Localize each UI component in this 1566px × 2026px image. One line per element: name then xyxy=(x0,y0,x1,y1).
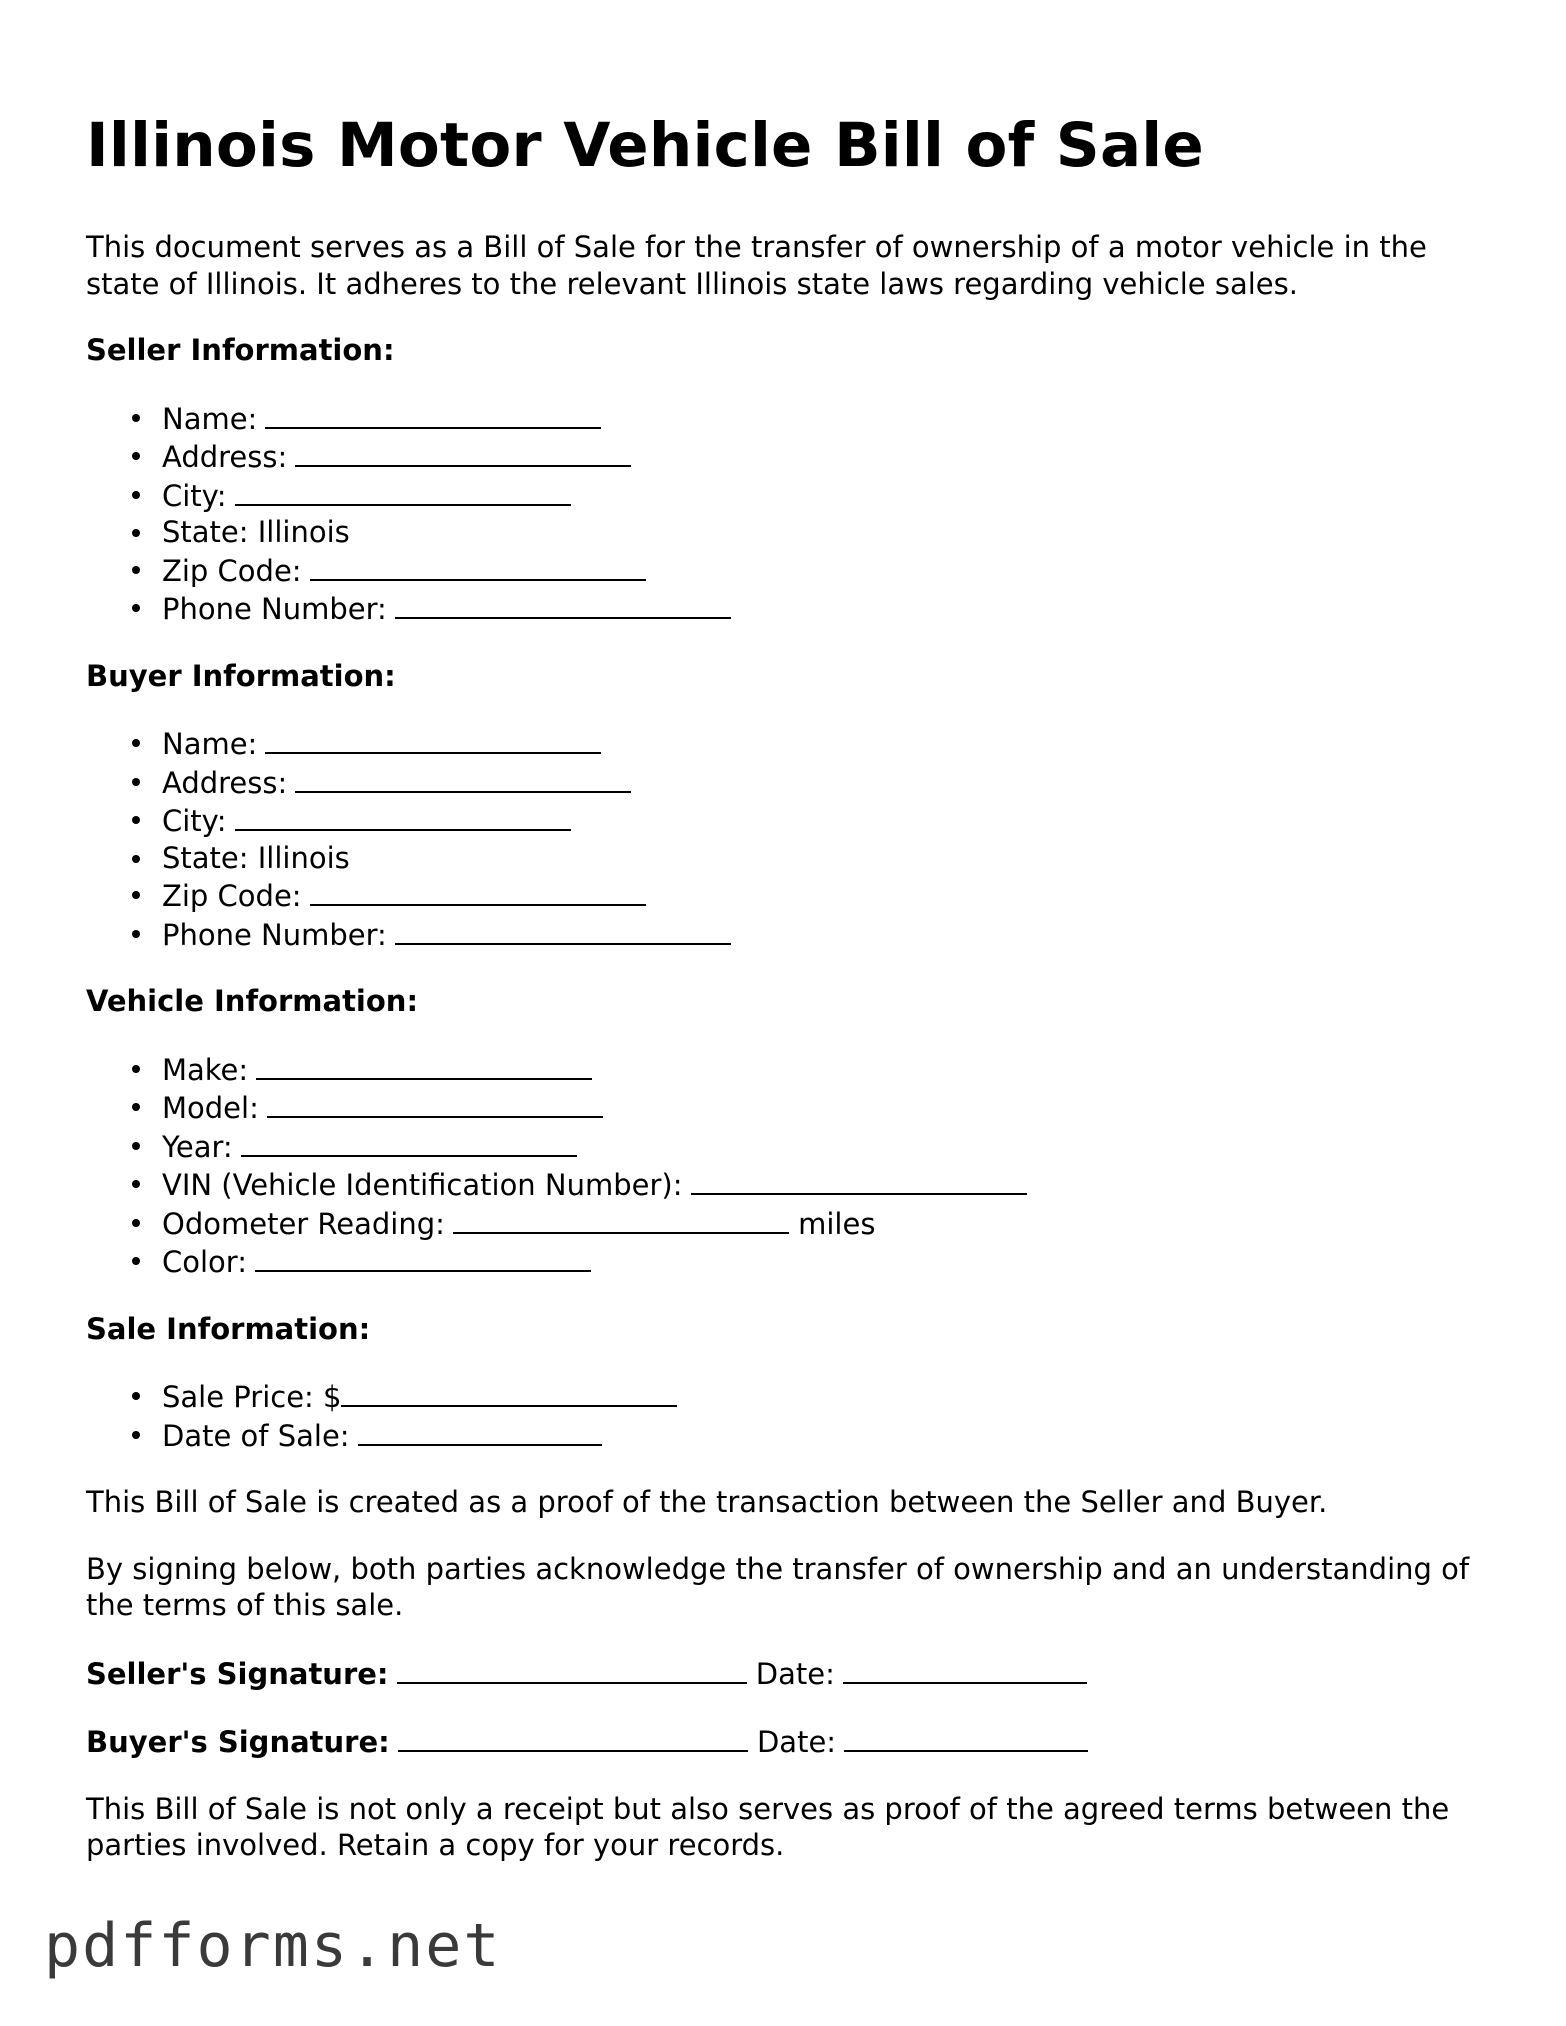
page-title: Illinois Motor Vehicle Bill of Sale xyxy=(86,110,1204,181)
buyer-name-field[interactable] xyxy=(265,724,601,754)
sale-price-field[interactable] xyxy=(341,1377,677,1407)
sale-list xyxy=(86,1377,1486,1454)
seller-state-item: State: Illinois xyxy=(86,514,1486,551)
buyer-list xyxy=(86,724,1486,953)
odometer-unit: miles xyxy=(798,1206,876,1241)
buyer-phone-field[interactable] xyxy=(395,915,731,945)
buyer-address-field[interactable] xyxy=(295,763,631,793)
vehicle-model-field[interactable] xyxy=(267,1088,603,1118)
buyer-city-field[interactable] xyxy=(235,801,571,831)
buyer-city-item: City: xyxy=(86,801,1486,840)
proof-paragraph: This Bill of Sale is created as a proof of the transaction between the Seller and Buyer. xyxy=(86,1485,1328,1519)
buyer-date-field[interactable] xyxy=(844,1722,1088,1752)
sale-price-item: Sale Price: $ xyxy=(86,1377,1486,1416)
buyer-signature-label: Buyer's Signature: xyxy=(86,1725,390,1759)
closing-paragraph: This Bill of Sale is not only a receipt but also serves as proof of the agreed terms between the parties involved. Retain a copy for your records. xyxy=(86,1791,1450,1862)
sale-date-field[interactable] xyxy=(358,1416,602,1446)
seller-signature-row xyxy=(86,1654,1486,1693)
seller-address-item: Address: xyxy=(86,437,1486,476)
seller-city-item: City: xyxy=(86,476,1486,515)
buyer-name-item: Name: xyxy=(86,724,1486,763)
intro-paragraph: This document serves as a Bill of Sale for the transfer of ownership of a motor vehicle in the state of Illinois. It adheres to the relevant Illinois state laws regarding vehicle sales. xyxy=(86,230,1427,301)
vehicle-odometer-item: Odometer Reading: miles xyxy=(86,1204,1486,1243)
buyer-date-label: Date: xyxy=(756,1725,837,1759)
seller-zip-field[interactable] xyxy=(310,551,646,581)
buyer-signature-field[interactable] xyxy=(398,1722,748,1752)
seller-date-label: Date: xyxy=(755,1656,835,1691)
seller-name-item: Name: xyxy=(86,399,1486,438)
acknowledge-paragraph: By signing below, both parties acknowledge the transfer of ownership and an understanding of the terms of this sale. xyxy=(86,1551,1470,1622)
vehicle-year-item: Year: xyxy=(86,1127,1486,1166)
buyer-zip-field[interactable] xyxy=(310,876,646,906)
buyer-phone-item: Phone Number: xyxy=(86,915,1486,954)
seller-name-field[interactable] xyxy=(265,399,601,429)
buyer-state-item: State: Illinois xyxy=(86,840,1486,877)
seller-heading: Seller Information: xyxy=(86,333,395,367)
seller-city-field[interactable] xyxy=(235,476,571,506)
buyer-signature-row xyxy=(86,1722,1486,1761)
seller-phone-field[interactable] xyxy=(395,589,731,619)
watermark-logo: pdfforms.net xyxy=(44,1911,502,1981)
vehicle-heading: Vehicle Information: xyxy=(86,984,419,1018)
seller-phone-item: Phone Number: xyxy=(86,589,1486,628)
vehicle-vin-field[interactable] xyxy=(691,1165,1027,1195)
buyer-zip-item: Zip Code: xyxy=(86,876,1486,915)
seller-list xyxy=(86,399,1486,628)
vehicle-vin-item: VIN (Vehicle Identification Number): xyxy=(86,1165,1486,1204)
vehicle-color-field[interactable] xyxy=(255,1242,591,1272)
vehicle-model-item: Model: xyxy=(86,1088,1486,1127)
seller-signature-label: Seller's Signature: xyxy=(86,1656,389,1691)
sale-date-item: Date of Sale: xyxy=(86,1416,1486,1455)
sale-heading: Sale Information: xyxy=(86,1311,371,1346)
buyer-address-item: Address: xyxy=(86,763,1486,802)
vehicle-odometer-field[interactable] xyxy=(453,1204,789,1234)
vehicle-year-field[interactable] xyxy=(241,1127,577,1157)
vehicle-make-item: Make: xyxy=(86,1050,1486,1089)
vehicle-list xyxy=(86,1050,1486,1281)
document-page xyxy=(86,108,1486,1894)
seller-date-field[interactable] xyxy=(843,1654,1087,1684)
vehicle-color-item: Color: xyxy=(86,1242,1486,1281)
seller-address-field[interactable] xyxy=(295,437,631,467)
seller-zip-item: Zip Code: xyxy=(86,551,1486,590)
vehicle-make-field[interactable] xyxy=(256,1050,592,1080)
buyer-heading: Buyer Information: xyxy=(86,658,396,693)
seller-signature-field[interactable] xyxy=(397,1654,747,1684)
